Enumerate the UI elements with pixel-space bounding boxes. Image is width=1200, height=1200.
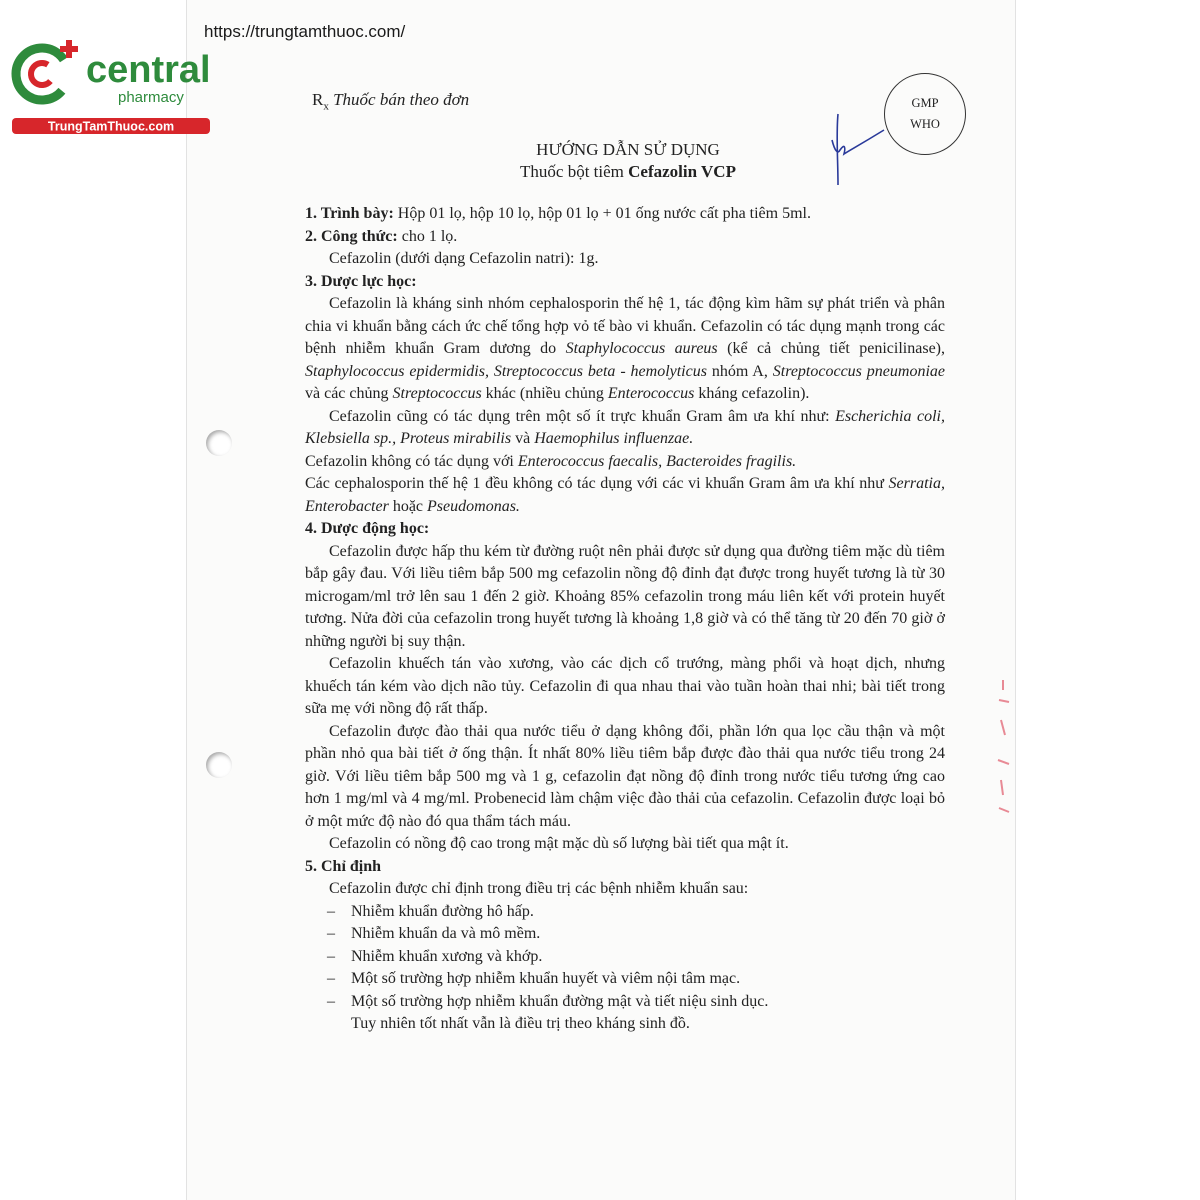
italic-run: Staphylococcus aureus (565, 340, 718, 357)
text-run: Cefazolin là kháng sinh nhóm cephalosporin thế hệ 1, tác động kìm hãm sự phát triển và phân chia vi khuẩn bằng cách ức chế tổng hợp vỏ tế bào vi khuẩn. Cefazolin có tác dụng mạnh trong các bệnh nhiễm khuẩn Gram dương do (305, 295, 945, 357)
rx-text: Thuốc bán theo đơn (333, 90, 470, 109)
subtitle-pre: Thuốc bột tiêm (520, 162, 629, 181)
subtitle-product: Cefazolin VCP (628, 162, 736, 181)
list-item: – Nhiễm khuẩn đường hô hấp. (305, 901, 945, 924)
central-pharmacy-logo (8, 38, 218, 138)
section-2-text: cho 1 lọ. (397, 227, 458, 245)
section-3-paragraph-4 (305, 473, 945, 518)
brand-name: central (86, 49, 211, 91)
document-subtitle (0, 162, 1200, 182)
rx-symbol: R (312, 90, 324, 109)
punch-hole-bottom (206, 752, 232, 778)
section-5-intro: Cefazolin được chỉ định trong điều trị các bệnh nhiễm khuẩn sau: (329, 880, 749, 897)
section-4-paragraph-2: Cefazolin khuếch tán vào xương, vào các dịch cổ trướng, màng phổi và hoạt dịch, nhưng khuếch tán kém vào dịch não tủy. Cefazolin đi qua nhau thai vào tuần hoàn thai nhi; bài tiết trong sữa mẹ với nồng độ rất thấp. (305, 655, 945, 717)
section-1-text: Hộp 01 lọ, hộp 10 lọ, hộp 01 lọ + 01 ống nước cất pha tiêm 5ml. (393, 205, 811, 222)
section-5-heading: 5. Chỉ định (305, 857, 382, 875)
list-item: – Nhiễm khuẩn xương và khớp. (305, 946, 945, 969)
text-run: hoặc (388, 497, 428, 515)
stamp-who: WHO (910, 117, 940, 131)
text-run: Cefazolin cũng có tác dụng trên một số ít trực khuẩn Gram âm ưa khí như: (329, 407, 836, 425)
brand-site-banner: TrungTamThuoc.com (47, 119, 175, 134)
text-run: và các chủng (305, 385, 393, 402)
section-3-paragraph-1 (305, 293, 945, 406)
red-stamp-marks (995, 680, 1015, 820)
italic-run: Escherichia coli, Klebsiella sp., Proteus mirabilis (305, 407, 946, 447)
document-title: HƯỚNG DẪN SỬ DỤNG (536, 140, 720, 159)
section-4-paragraph-3: Cefazolin được đào thải qua nước tiểu ở dạng không đổi, phần lớn qua lọc cầu thận và một phần nhỏ qua bài tiết ở ống thận. Ít nhất 80% liều tiêm bắp được đào thải qua nước tiểu trong 24 giờ. Với liều tiêm bắp 500 mg và 1 g, cefazolin đạt nồng độ đỉnh trong nước tiểu tương ứng cao hơn 1 mg/ml và 4 mg/ml. Probenecid làm chậm việc đào thải của cefazolin. Cefazolin được loại bỏ ở một mức độ nào đó qua thẩm tách máu. (305, 722, 945, 830)
section-4-paragraph-4: Cefazolin có nồng độ cao trong mật mặc dù số lượng bài tiết qua mật ít. (329, 835, 789, 852)
italic-run: Enterococcus faecalis, Bacteroides fragilis. (517, 452, 797, 470)
italic-run: Serratia, Enterobacter (305, 475, 945, 515)
text-run: Các cephalosporin thế hệ 1 đều không có tác dụng với các vi khuẩn Gram âm ưa khí như (305, 475, 889, 492)
list-item: – Nhiễm khuẩn da và mô mềm. (305, 923, 945, 946)
section-3-paragraph-2 (305, 406, 945, 451)
italic-run: Streptococcus (392, 385, 482, 402)
text-run: khác (nhiều chủng (481, 385, 608, 402)
list-item: – Một số trường hợp nhiễm khuẩn đường mật và tiết niệu sinh dục. (305, 991, 945, 1014)
rx-label (312, 90, 469, 112)
stamp-gmp: GMP (911, 96, 939, 110)
section-4-heading: 4. Dược động học: (305, 520, 430, 537)
list-item: – Một số trường hợp nhiễm khuẩn huyết và viêm nội tâm mạc. (305, 968, 945, 991)
section-1 (305, 203, 945, 226)
section-5-outro: Tuy nhiên tốt nhất vẫn là điều trị theo kháng sinh đồ. (351, 1015, 690, 1032)
section-2-line: Cefazolin (dưới dạng Cefazolin natri): 1g. (329, 250, 599, 267)
text-run: (kể cả chủng tiết penicilinase), (717, 340, 945, 357)
section-2 (305, 226, 945, 249)
text-run: kháng cefazolin). (694, 385, 810, 402)
punch-hole-top (206, 430, 232, 456)
italic-run: Pseudomonas. (427, 497, 520, 515)
section-1-heading: 1. Trình bày: (305, 205, 394, 222)
brand-sub: pharmacy (118, 89, 184, 106)
document-body (305, 203, 945, 1036)
section-4-paragraph-1: Cefazolin được hấp thu kém từ đường ruột nên phải được sử dụng qua đường tiêm mặc dù tiêm bắp gây đau. Với liều tiêm bắp 500 mg cefazolin nồng độ đỉnh đạt được trong huyết tương là từ 30 microgam/ml trở lên sau 1 đến 2 giờ. Khoảng 85% cefazolin trong máu liên kết với protein huyết tương. Nửa đời của cefazolin trong huyết tương là khoảng 1,8 giờ và có thể tăng từ 20 đến 70 giờ ở những người bị suy thận. (305, 542, 945, 650)
section-3-heading: 3. Dược lực học: (305, 272, 417, 290)
italic-run: Haemophilus influenzae. (534, 430, 694, 447)
rx-sub: x (323, 100, 329, 113)
text-run: Cefazolin không có tác dụng với (305, 452, 518, 470)
text-run: nhóm A, (706, 362, 773, 380)
site-url[interactable]: https://trungtamthuoc.com/ (204, 22, 406, 41)
section-3-paragraph-3 (305, 451, 945, 474)
italic-run: Streptococcus pneumoniae (772, 362, 945, 380)
text-run: và (511, 430, 535, 447)
section-2-heading: 2. Công thức: (305, 227, 398, 245)
italic-run: Enterococcus (607, 385, 695, 402)
italic-run: Staphylococcus epidermidis, Streptococcus beta - hemolyticus (305, 362, 707, 380)
